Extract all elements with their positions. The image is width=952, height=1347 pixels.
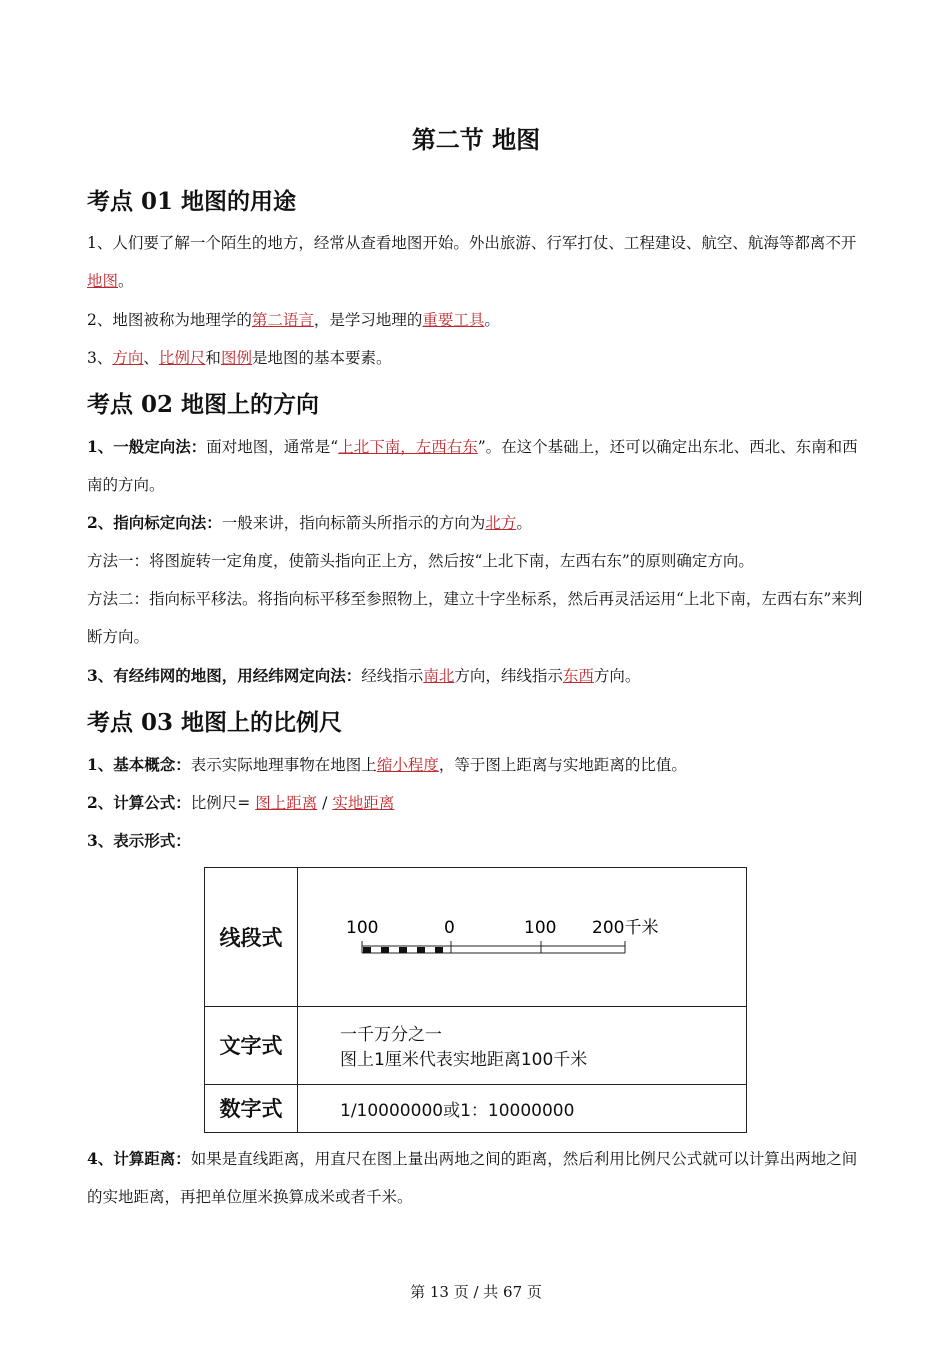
text-segment: 表示实际地理事物在地图上 <box>190 756 377 774</box>
line-scale-cell <box>298 868 747 1007</box>
highlighted-term: 比例尺 <box>158 349 206 367</box>
text-segment: 。 <box>516 514 532 532</box>
text-scale-cell <box>298 1007 747 1085</box>
text-segment: 如果是直线距离，用直尺在图上量出两地之间的距离，然后利用比例尺公式就可以计算出两地之间的实地距离，再把单位厘米换算成米或者千米。 <box>87 1150 858 1206</box>
text-segment: 方向。 <box>593 667 641 685</box>
page-footer: 第 13 页 / 共 67 页 <box>410 1283 542 1301</box>
line-scale-bar <box>299 891 745 979</box>
row-label: 数字式 <box>205 1084 298 1132</box>
highlighted-term: 图上距离 <box>255 794 318 812</box>
highlighted-term: 北方 <box>485 514 517 532</box>
bold-label: 3、表示形式： <box>87 831 191 850</box>
text-segment: ”。在这个基础上，还可以确定出东北、西北、东南和西南的方向。 <box>87 438 858 494</box>
text-segment: 、 <box>143 349 159 367</box>
text-segment: 比例尺= <box>190 794 256 812</box>
highlighted-term: 第二语言 <box>251 311 314 329</box>
row-label: 线段式 <box>205 868 298 1007</box>
bold-label: 1、基本概念： <box>87 755 191 774</box>
highlighted-term: 重要工具 <box>422 311 485 329</box>
table-row <box>205 1007 747 1085</box>
paragraph <box>87 504 869 542</box>
bold-label: 3、有经纬网的地图，用经纬网定向法： <box>87 666 362 685</box>
row-label: 文字式 <box>205 1007 298 1085</box>
paragraph <box>87 339 869 377</box>
text-segment: 2、地图被称为地理学的 <box>87 311 252 329</box>
text-segment: 一般来讲，指向标箭头所指示的方向为 <box>221 514 486 532</box>
text-segment: 和 <box>205 349 221 367</box>
paragraph <box>87 224 869 300</box>
page-title: 第二节 地图 <box>411 125 541 154</box>
table-row <box>205 868 747 1007</box>
paragraph <box>87 822 869 860</box>
text-segment: 1、人们要了解一个陌生的地方，经常从查看地图开始。外出旅游、行军打仗、工程建设、航空、航海等都离不开 <box>87 234 857 252</box>
scale-forms-table <box>204 867 747 1133</box>
paragraph <box>87 784 869 822</box>
highlighted-term: 南北 <box>423 667 455 685</box>
section-heading: 考点 02 地图上的方向 <box>87 391 320 418</box>
text-segment: ，是学习地理的 <box>313 311 423 329</box>
tick-label: 100 <box>346 918 379 939</box>
highlighted-term: 图例 <box>220 349 252 367</box>
tick-label: 100 <box>524 918 557 939</box>
tick-label: 0 <box>444 918 455 939</box>
text-scale-line1: 一千万分之一 <box>340 1025 442 1046</box>
paragraph <box>87 542 869 580</box>
text-segment: 。 <box>484 311 500 329</box>
tick-label: 200千米 <box>592 918 659 939</box>
text-segment: 。 <box>118 272 134 290</box>
section-heading: 考点 03 地图上的比例尺 <box>87 709 343 736</box>
bold-label: 4、计算距离： <box>87 1149 191 1168</box>
text-segment: 面对地图，通常是“ <box>206 438 339 456</box>
text-segment: 方向，纬线指示 <box>454 667 563 685</box>
section-heading: 考点 01 地图的用途 <box>87 188 297 215</box>
numeric-scale-value: 1/10000000或1：10000000 <box>298 1084 747 1132</box>
text-segment: 方法二：指向标平移法。将指向标平移至参照物上，建立十字坐标系，然后再灵活运用“上北下南，左西右东”来判断方向。 <box>87 590 863 646</box>
text-scale-line2: 图上1厘米代表实地距离100千米 <box>340 1050 588 1071</box>
paragraph <box>87 428 869 504</box>
text-segment: 经线指示 <box>361 667 424 685</box>
bold-label: 1、一般定向法： <box>87 437 207 456</box>
paragraph <box>87 746 869 784</box>
table-row <box>205 1084 747 1132</box>
highlighted-term: 地图 <box>87 272 119 290</box>
highlighted-term: 东西 <box>562 667 594 685</box>
text-segment: / <box>317 794 333 812</box>
paragraph <box>87 657 869 695</box>
text-segment: 是地图的基本要素。 <box>251 349 392 367</box>
highlighted-term: 缩小程度 <box>376 756 439 774</box>
text-segment: 3、 <box>87 349 113 367</box>
paragraph <box>87 301 869 339</box>
bold-label: 2、指向标定向法： <box>87 513 222 532</box>
highlighted-term: 实地距离 <box>332 794 395 812</box>
highlighted-term: 上北下南，左西右东 <box>338 438 478 456</box>
text-segment: ，等于图上距离与实地距离的比值。 <box>438 756 687 774</box>
paragraph <box>87 1140 869 1216</box>
paragraph <box>87 580 869 656</box>
text-segment: 方法一：将图旋转一定角度，使箭头指向正上方，然后按“上北下南，左西右东”的原则确定方向。 <box>87 552 754 570</box>
highlighted-term: 方向 <box>112 349 144 367</box>
bold-label: 2、计算公式： <box>87 793 191 812</box>
